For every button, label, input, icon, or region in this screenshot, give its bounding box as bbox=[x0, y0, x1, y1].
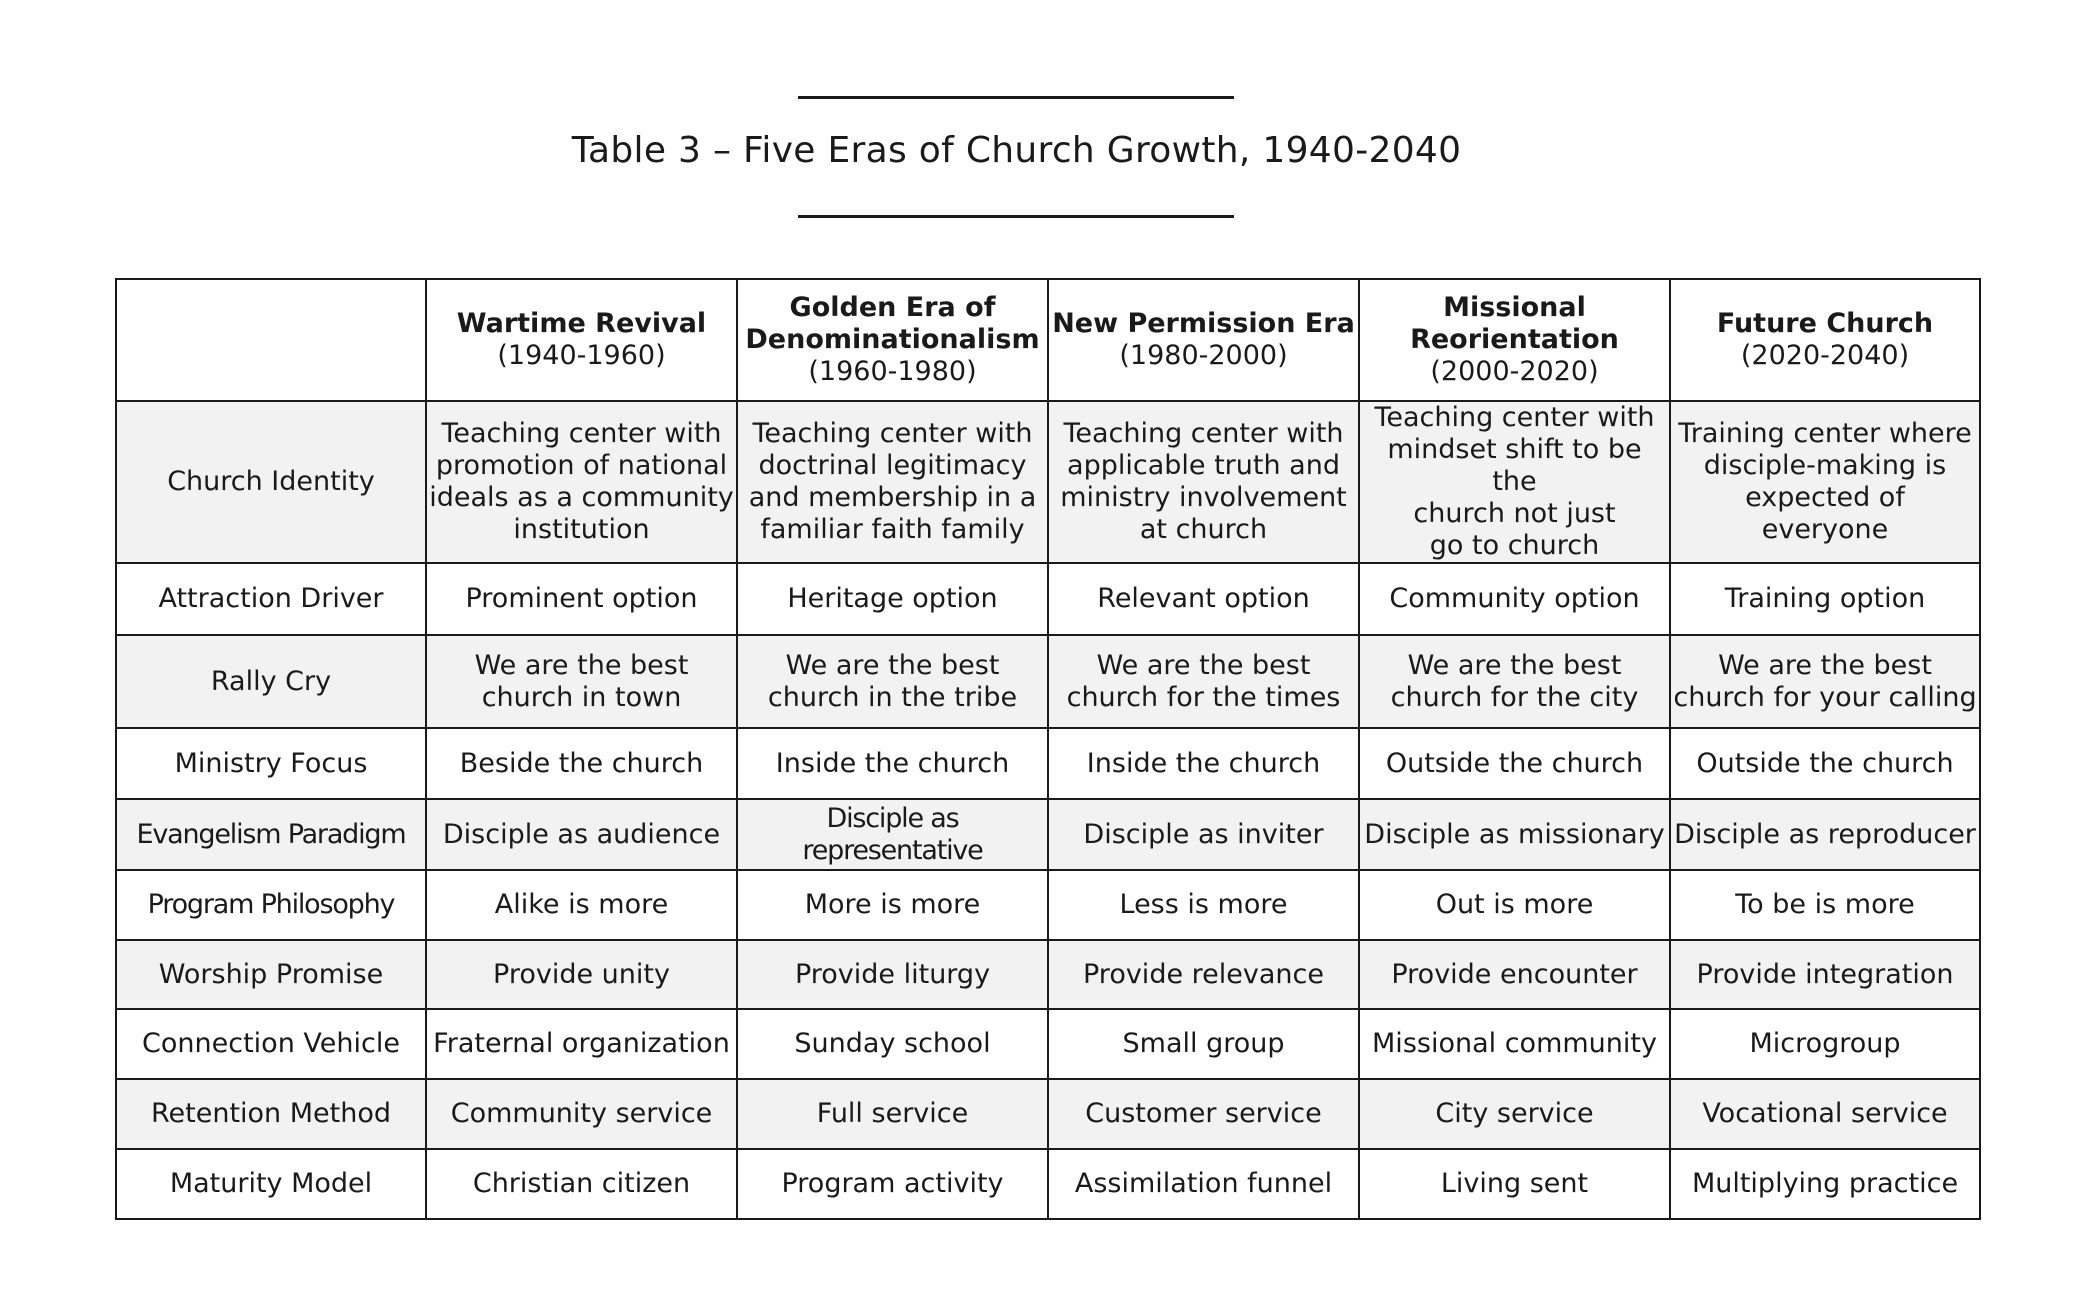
eras-table bbox=[115, 278, 1981, 1220]
table-cell: Inside the church bbox=[737, 728, 1048, 799]
table-cell: Fraternal organization bbox=[426, 1009, 737, 1079]
table-cell: Christian citizen bbox=[426, 1149, 737, 1219]
column-header-name: Golden Era of Denominationalism bbox=[745, 292, 1040, 355]
row-label: Retention Method bbox=[116, 1079, 426, 1149]
table-row bbox=[116, 940, 1980, 1009]
table-row bbox=[116, 799, 1980, 870]
table-cell: Community service bbox=[426, 1079, 737, 1149]
row-label: Attraction Driver bbox=[116, 563, 426, 635]
table-cell: Living sent bbox=[1359, 1149, 1670, 1219]
column-header-years: (1940-1960) bbox=[497, 340, 666, 371]
table-cell: Teaching center with mindset shift to be the church not just go to church bbox=[1359, 401, 1670, 563]
table-cell: City service bbox=[1359, 1079, 1670, 1149]
column-header-years: (2020-2040) bbox=[1740, 340, 1910, 371]
column-header bbox=[1359, 279, 1670, 401]
table-cell: Heritage option bbox=[737, 563, 1048, 635]
column-header-years: (2000-2020) bbox=[1430, 356, 1599, 387]
table-cell: Assimilation funnel bbox=[1048, 1149, 1359, 1219]
table-row bbox=[116, 635, 1980, 728]
row-label: Rally Cry bbox=[116, 635, 426, 728]
table-cell: Inside the church bbox=[1048, 728, 1359, 799]
table-row bbox=[116, 870, 1980, 940]
table-cell: Provide unity bbox=[426, 940, 737, 1009]
table-cell: Disciple as representative bbox=[737, 799, 1048, 870]
table-cell: Disciple as missionary bbox=[1359, 799, 1670, 870]
column-header-name: Wartime Revival bbox=[456, 308, 707, 339]
table-cell: Provide integration bbox=[1670, 940, 1980, 1009]
table-cell: Out is more bbox=[1359, 870, 1670, 940]
table-cell: Multiplying practice bbox=[1670, 1149, 1980, 1219]
header-row bbox=[116, 279, 1980, 401]
row-label: Program Philosophy bbox=[116, 870, 426, 940]
column-header-years: (1960-1980) bbox=[808, 356, 977, 387]
table-title: Table 3 – Five Eras of Church Growth, 1940-2040 bbox=[571, 130, 1462, 171]
table-cell: Provide encounter bbox=[1359, 940, 1670, 1009]
title-rule-bottom bbox=[798, 215, 1234, 218]
table-cell: Vocational service bbox=[1670, 1079, 1980, 1149]
table-cell: Beside the church bbox=[426, 728, 737, 799]
table-row bbox=[116, 1149, 1980, 1219]
table-cell: Prominent option bbox=[426, 563, 737, 635]
table-cell: We are the best church for the times bbox=[1048, 635, 1359, 728]
table-cell: Less is more bbox=[1048, 870, 1359, 940]
table-row bbox=[116, 1009, 1980, 1079]
column-header bbox=[737, 279, 1048, 401]
table-cell: Microgroup bbox=[1670, 1009, 1980, 1079]
table-cell: Sunday school bbox=[737, 1009, 1048, 1079]
table-cell: Disciple as reproducer bbox=[1670, 799, 1980, 870]
table-cell: Teaching center with applicable truth and ministry involvement at church bbox=[1048, 401, 1359, 563]
column-header-name: Future Church bbox=[1716, 308, 1934, 339]
table-cell: Program activity bbox=[737, 1149, 1048, 1219]
table-cell: Full service bbox=[737, 1079, 1048, 1149]
table-cell: Alike is more bbox=[426, 870, 737, 940]
table-row bbox=[116, 401, 1980, 563]
table-cell: Provide relevance bbox=[1048, 940, 1359, 1009]
table-cell: Teaching center with promotion of national ideals as a community institution bbox=[426, 401, 737, 563]
table-cell: We are the best church for the city bbox=[1359, 635, 1670, 728]
table-cell: Outside the church bbox=[1359, 728, 1670, 799]
table-cell: Disciple as inviter bbox=[1048, 799, 1359, 870]
row-label: Church Identity bbox=[116, 401, 426, 563]
title-rule-top bbox=[798, 96, 1234, 99]
column-header bbox=[1670, 279, 1980, 401]
table-row bbox=[116, 728, 1980, 799]
table-row bbox=[116, 1079, 1980, 1149]
row-label: Connection Vehicle bbox=[116, 1009, 426, 1079]
table-cell: We are the best church in town bbox=[426, 635, 737, 728]
table-cell: Teaching center with doctrinal legitimacy and membership in a familiar faith family bbox=[737, 401, 1048, 563]
table-cell: Training center where disciple-making is expected of everyone bbox=[1670, 401, 1980, 563]
table-cell: We are the best church for your calling bbox=[1670, 635, 1980, 728]
row-label: Worship Promise bbox=[116, 940, 426, 1009]
column-header-name: Missional Reorientation bbox=[1410, 292, 1619, 355]
table-cell: More is more bbox=[737, 870, 1048, 940]
table-cell: Missional community bbox=[1359, 1009, 1670, 1079]
row-label: Ministry Focus bbox=[116, 728, 426, 799]
table-row bbox=[116, 563, 1980, 635]
table-cell: Small group bbox=[1048, 1009, 1359, 1079]
table-cell: Relevant option bbox=[1048, 563, 1359, 635]
corner-cell bbox=[116, 279, 426, 401]
column-header-name: New Permission Era bbox=[1052, 308, 1355, 339]
column-header bbox=[1048, 279, 1359, 401]
table-cell: Community option bbox=[1359, 563, 1670, 635]
column-header-years: (1980-2000) bbox=[1119, 340, 1288, 371]
row-label: Evangelism Paradigm bbox=[116, 799, 426, 870]
table-cell: To be is more bbox=[1670, 870, 1980, 940]
table-cell: Customer service bbox=[1048, 1079, 1359, 1149]
table-cell: Training option bbox=[1670, 563, 1980, 635]
table-cell: Outside the church bbox=[1670, 728, 1980, 799]
column-header bbox=[426, 279, 737, 401]
table-cell: Provide liturgy bbox=[737, 940, 1048, 1009]
table-cell: Disciple as audience bbox=[426, 799, 737, 870]
row-label: Maturity Model bbox=[116, 1149, 426, 1219]
table-cell: We are the best church in the tribe bbox=[737, 635, 1048, 728]
